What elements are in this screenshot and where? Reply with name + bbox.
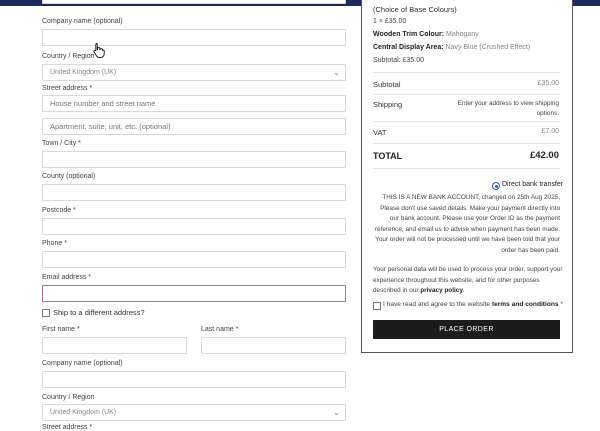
vat-label: VAT (373, 128, 387, 137)
last-name-label: Last name * (201, 326, 239, 333)
country-label: Country / Region (42, 53, 95, 60)
hand-pointer-icon (92, 42, 106, 58)
trim-label: Wooden Trim Colour: (373, 31, 445, 38)
last-name-input[interactable] (201, 337, 346, 354)
terms-text: I have read and agree to the website (383, 301, 492, 308)
terms-label (383, 301, 563, 308)
privacy-text-end: . (462, 287, 465, 294)
company-input[interactable] (42, 29, 346, 46)
subtotal-label: Subtotal (373, 80, 401, 89)
shipping-company-input[interactable] (42, 371, 346, 388)
divider (373, 94, 560, 95)
display-option (373, 44, 530, 51)
total-value: £42.00 (529, 150, 559, 161)
email-input[interactable] (42, 285, 346, 302)
first-name-label: First name * (42, 326, 80, 333)
privacy-text: Your personal data will be used to process your order, support your experience throughout this website, and for other purposes described in our (373, 266, 563, 294)
phone-label: Phone * (42, 240, 67, 247)
street-placeholder: House number and street name (50, 99, 156, 108)
privacy-policy-link[interactable]: privacy policy (420, 287, 463, 294)
shipping-company-label: Company name (optional) (42, 360, 123, 367)
subtotal-value: £35.00 (537, 80, 559, 87)
apartment-placeholder: Apartment, suite, unit, etc. (optional) (50, 122, 171, 131)
terms-link[interactable]: terms and conditions (491, 301, 559, 308)
ship-different-checkbox[interactable] (42, 309, 50, 317)
terms-checkbox[interactable] (373, 302, 381, 310)
item-qty-price: 1 × £35.00 (373, 18, 407, 25)
shipping-country-value: United Kingdom (UK) (50, 409, 117, 416)
street-label: Street address * (42, 85, 93, 92)
divider (373, 121, 560, 122)
ship-different-label: Ship to a different address? (53, 308, 145, 317)
phone-input[interactable] (42, 251, 346, 268)
bank-transfer-description: THIS IS A NEW BANK ACCOUNT, changed on 25th Aug 2025, Please don't use saved details. Make your payment directly into our bank account. Please use your Order ID as the payment reference, and email us to advise when payment has been made. Your order will not be processed until we have been told that your order has been paid. (374, 194, 560, 254)
bank-transfer-radio[interactable] (492, 182, 500, 190)
place-order-button[interactable]: PLACE ORDER (373, 320, 560, 339)
display-value: Navy Blue (Crushed Effect) (445, 44, 531, 51)
trim-option (373, 31, 479, 38)
shipping-country-select[interactable] (42, 404, 346, 421)
shipping-street-label: Street address * (42, 424, 93, 431)
county-input[interactable] (42, 184, 346, 201)
town-input[interactable] (42, 151, 346, 168)
divider (373, 72, 560, 73)
country-select[interactable] (42, 64, 346, 81)
divider (373, 143, 560, 144)
bank-transfer-label[interactable]: Direct bank transfer (502, 181, 564, 188)
town-label: Town / City * (42, 140, 81, 147)
chevron-down-icon: ⌄ (333, 408, 340, 417)
terms-text-end: * (558, 301, 563, 308)
vat-value: £7.00 (541, 128, 559, 135)
apartment-input[interactable] (42, 118, 346, 135)
email-label: Email address * (42, 274, 92, 281)
first-name-input[interactable] (42, 337, 187, 354)
company-label: Company name (optional) (42, 18, 123, 25)
chevron-down-icon: ⌄ (333, 68, 340, 77)
trim-value: Mahogany (446, 31, 479, 38)
privacy-notice (373, 265, 563, 297)
country-value: United Kingdom (UK) (50, 69, 117, 76)
item-heading: (Choice of Base Colours) (373, 5, 457, 14)
shipping-value: Enter your address to view shipping options. (457, 100, 559, 117)
shipping-label: Shipping (373, 100, 403, 109)
postcode-label: Postcode * (42, 207, 76, 214)
display-label: Central Display Area: (373, 44, 444, 51)
total-label: TOTAL (373, 151, 403, 161)
previous-field-input[interactable] (42, 0, 346, 4)
postcode-input[interactable] (42, 218, 346, 235)
county-label: County (optional) (42, 173, 96, 180)
divider (373, 168, 560, 169)
item-subtotal: Subtotal: £35.00 (373, 57, 424, 64)
shipping-country-label: Country / Region (42, 394, 95, 401)
street-input[interactable] (42, 95, 346, 112)
